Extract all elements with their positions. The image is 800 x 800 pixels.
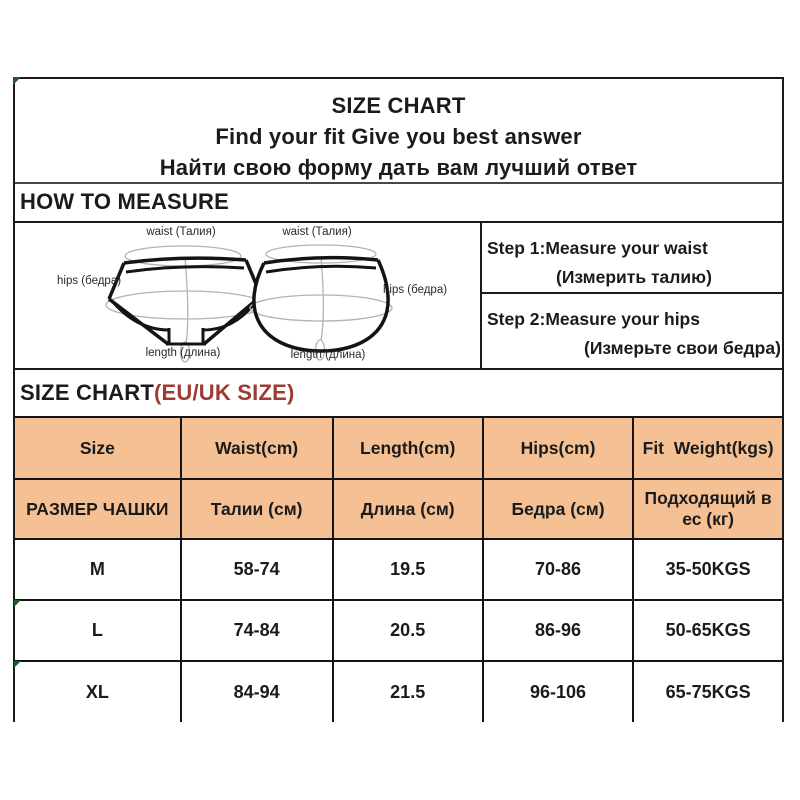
cell-weight: 65-75KGS <box>633 661 782 722</box>
cell-waist: 74-84 <box>181 600 333 661</box>
col-header-size-ru: РАЗМЕР ЧАШКИ <box>15 479 181 539</box>
col-header-waist: Waist(cm) <box>181 417 333 479</box>
table-header-row-ru <box>15 479 782 539</box>
size-chart-title-red: (EU/UK SIZE) <box>154 380 295 405</box>
col-header-weight: Fit Weight(kgs) <box>633 417 782 479</box>
row-mark-icon <box>14 600 21 607</box>
header-subtitle-en: Find your fit Give you best answer <box>215 124 582 149</box>
row-mark-icon <box>14 661 21 668</box>
step-1 <box>482 223 782 294</box>
step-1-text-en: Step 1:Measure your waist <box>487 238 708 258</box>
cell-size: XL <box>15 661 181 722</box>
hips-label-back: hips (бедра) <box>383 284 448 296</box>
step-2 <box>482 294 782 368</box>
page-title: SIZE CHART <box>331 93 466 118</box>
cell-hips: 96-106 <box>483 661 633 722</box>
col-header-weight-ru: Подходящий в ес (кг) <box>633 479 782 539</box>
col-header-length-ru: Длина (см) <box>333 479 483 539</box>
step-2-text-ru: (Измерьте свои бедра) <box>584 338 781 358</box>
how-to-measure-heading: HOW TO MEASURE <box>15 184 782 223</box>
cell-length: 20.5 <box>333 600 483 661</box>
waist-label-back: waist (Талия) <box>282 226 352 238</box>
cell-weight: 35-50KGS <box>633 539 782 600</box>
size-chart-title <box>15 370 782 416</box>
cell-length: 21.5 <box>333 661 483 722</box>
length-label-back: length (длина) <box>290 349 366 361</box>
header-subtitle-ru: Найти свою форму дать вам лучший ответ <box>159 155 638 180</box>
cell-size: M <box>15 539 181 600</box>
cell-size: L <box>15 600 181 661</box>
cell-length: 19.5 <box>333 539 483 600</box>
col-header-hips: Hips(cm) <box>483 417 633 479</box>
length-label-front: length (длина) <box>145 347 221 359</box>
cell-waist: 58-74 <box>181 539 333 600</box>
table-row-m <box>15 539 782 600</box>
content-box <box>13 77 784 722</box>
col-header-hips-ru: Бедра (см) <box>483 479 633 539</box>
header <box>15 79 782 184</box>
col-header-length: Length(cm) <box>333 417 483 479</box>
waist-label-front: waist (Талия) <box>146 226 216 238</box>
table-row-l <box>15 600 782 661</box>
cell-hips: 70-86 <box>483 539 633 600</box>
measure-steps <box>480 223 782 368</box>
col-header-size: Size <box>15 417 181 479</box>
table-row-xl <box>15 661 782 722</box>
hips-label-front: hips (бедра) <box>57 275 122 287</box>
cell-hips: 86-96 <box>483 600 633 661</box>
measure-section <box>15 223 782 370</box>
col-header-waist-ru: Талии (см) <box>181 479 333 539</box>
table-header-row-en <box>15 417 782 479</box>
cell-waist: 84-94 <box>181 661 333 722</box>
panty-measure-diagram <box>15 223 480 368</box>
corner-mark-icon <box>13 77 21 85</box>
cell-weight: 50-65KGS <box>633 600 782 661</box>
step-1-text-ru: (Измерить талию) <box>556 267 712 287</box>
size-table <box>15 416 782 722</box>
size-chart-title-black: SIZE CHART <box>20 380 154 405</box>
step-2-text-en: Step 2:Measure your hips <box>487 309 700 329</box>
